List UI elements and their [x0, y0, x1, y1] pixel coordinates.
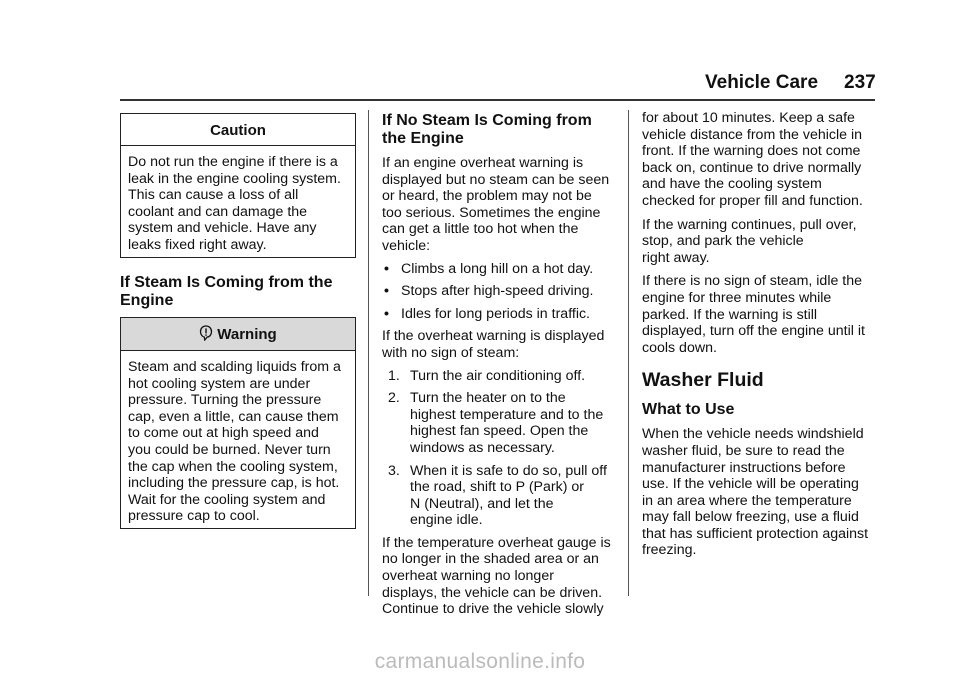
what-to-use-heading: What to Use — [642, 401, 735, 419]
text-line: and have the cooling system — [642, 176, 822, 193]
text-line: Continue to drive the vehicle slowly — [382, 601, 604, 618]
text-line: or heard, the problem may not be — [382, 188, 592, 205]
section-title: Vehicle Care — [705, 72, 819, 93]
text-line: parked. If the warning is still — [642, 306, 818, 323]
bullet-text: Idles for long periods in traffic. — [401, 305, 591, 322]
text-line: If there is no sign of steam, idle the — [642, 273, 863, 290]
text-line: leak in the engine cooling system. — [128, 170, 341, 187]
bullet-text: Climbs a long hill on a hot day. — [401, 260, 594, 277]
text-line: vehicle: — [382, 237, 431, 254]
text-line: This can cause a loss of all — [128, 187, 299, 204]
text-line: overheat warning no longer — [382, 568, 554, 585]
text-line: checked for proper fill and function. — [642, 192, 863, 209]
step-item — [382, 390, 622, 456]
text-line: When it is safe to do so, pull off — [410, 462, 607, 479]
text-line: may fall below freezing, use a fluid — [642, 509, 859, 526]
bullet-item — [382, 261, 622, 278]
step-item — [382, 463, 622, 529]
continues-paragraph — [642, 217, 882, 267]
text-line: with no sign of steam: — [382, 344, 520, 361]
text-line: If the temperature overheat gauge is — [382, 534, 611, 551]
column-divider-2 — [628, 110, 629, 596]
heading-line: If Steam Is Coming from the — [120, 274, 333, 291]
caution-box — [120, 113, 356, 258]
text-line: engine for three minutes while — [642, 289, 832, 306]
text-line: highest temperature and to the — [410, 406, 604, 423]
column-3 — [642, 110, 882, 559]
text-line: displayed, turn off the engine until it — [642, 323, 865, 340]
text-line: cap, even a little, can cause them — [128, 408, 339, 425]
heading-line: Engine — [120, 292, 174, 309]
intro-paragraph — [382, 155, 622, 255]
washer-fluid-heading: Washer Fluid — [642, 369, 764, 392]
caution-title: Caution — [210, 122, 266, 139]
text-line: Wait for the cooling system and — [128, 491, 326, 508]
text-line: Turn the air conditioning off. — [410, 367, 586, 384]
text-line: that has sufficient protection against — [642, 525, 869, 542]
idle-paragraph — [642, 273, 882, 356]
heading-line: If No Steam Is Coming from — [382, 112, 592, 129]
text-line: freezing. — [642, 542, 697, 559]
text-line: vehicle distance from the vehicle in — [642, 126, 863, 143]
warning-text — [121, 351, 355, 525]
text-line: leaks fixed right away. — [128, 236, 267, 253]
text-line: pressure. Turning the pressure — [128, 392, 322, 409]
text-line: Steam and scalding liquids from a — [128, 359, 341, 375]
warning-header — [121, 318, 355, 350]
page-number: 237 — [844, 72, 876, 93]
text-line: displayed but no steam can be seen — [382, 171, 610, 188]
heading-line: the Engine — [382, 130, 464, 147]
text-line: for about 10 minutes. Keep a safe — [642, 110, 855, 126]
washer-paragraph — [642, 426, 882, 559]
watermark: carmanualsonline.info — [374, 650, 586, 673]
text-line: cools down. — [642, 339, 717, 356]
gauge-paragraph — [382, 535, 622, 618]
bullet-mark: • — [384, 283, 389, 300]
text-line: If the warning continues, pull over, — [642, 216, 857, 233]
text-line: manufacturer instructions before — [642, 459, 846, 476]
bullet-text: Stops after high-speed driving. — [401, 283, 594, 300]
text-line: coolant and can damage the — [128, 203, 308, 220]
steam-heading — [120, 274, 360, 310]
text-line: use. If the vehicle will be operating — [642, 476, 859, 493]
step-number: 1. — [388, 367, 400, 384]
text-line: including the pressure cap, is hot. — [128, 475, 340, 492]
text-line: hot cooling system are under — [128, 375, 311, 392]
warning-box — [120, 317, 356, 529]
text-line: to come out at high speed and — [128, 425, 319, 442]
text-line: stop, and park the vehicle — [642, 233, 804, 250]
text-line: If the overheat warning is displayed — [382, 328, 605, 345]
warning-title: Warning — [217, 326, 277, 343]
text-line: highest fan speed. Open the — [410, 423, 589, 440]
text-line: windows as necessary. — [410, 439, 555, 456]
text-line: displays, the vehicle can be driven. — [382, 584, 603, 601]
steps-intro — [382, 328, 622, 361]
page-header — [0, 72, 960, 102]
bullet-item — [382, 283, 622, 300]
text-line: in an area where the temperature — [642, 492, 852, 509]
text-line: you could be burned. Never turn — [128, 441, 331, 458]
text-line: washer fluid, be sure to read the — [642, 442, 845, 459]
text-line: too serious. Sometimes the engine — [382, 204, 601, 221]
text-line: If an engine overheat warning is — [382, 155, 584, 171]
step-item — [382, 368, 622, 385]
text-line: Turn the heater on to the — [410, 390, 566, 407]
text-line: pressure cap to cool. — [128, 508, 260, 525]
bullet-item — [382, 306, 622, 323]
bullet-mark: • — [384, 305, 389, 322]
text-line: Do not run the engine if there is a — [128, 154, 338, 170]
text-line: front. If the warning does not come — [642, 143, 861, 160]
text-line: the cap when the cooling system, — [128, 458, 338, 475]
text-line: can get a little too hot when the — [382, 221, 579, 238]
text-line: right away. — [642, 249, 710, 266]
warning-icon — [199, 320, 213, 354]
text-line: the road, shift to P (Park) or — [410, 479, 585, 496]
header-divider — [120, 99, 875, 101]
step-number: 3. — [388, 462, 400, 479]
step-number: 2. — [388, 390, 400, 407]
caution-text — [121, 146, 355, 254]
continued-paragraph — [642, 110, 882, 210]
text-line: engine idle. — [410, 512, 483, 529]
column-2 — [382, 112, 622, 618]
text-line: system and vehicle. Have any — [128, 220, 317, 237]
text-line: When the vehicle needs windshield — [642, 426, 864, 443]
bullet-mark: • — [384, 260, 389, 277]
text-line: no longer in the shaded area or an — [382, 551, 599, 568]
text-line: back on, continue to drive normally — [642, 159, 862, 176]
text-line: N (Neutral), and let the — [410, 495, 554, 512]
column-divider-1 — [368, 110, 369, 596]
